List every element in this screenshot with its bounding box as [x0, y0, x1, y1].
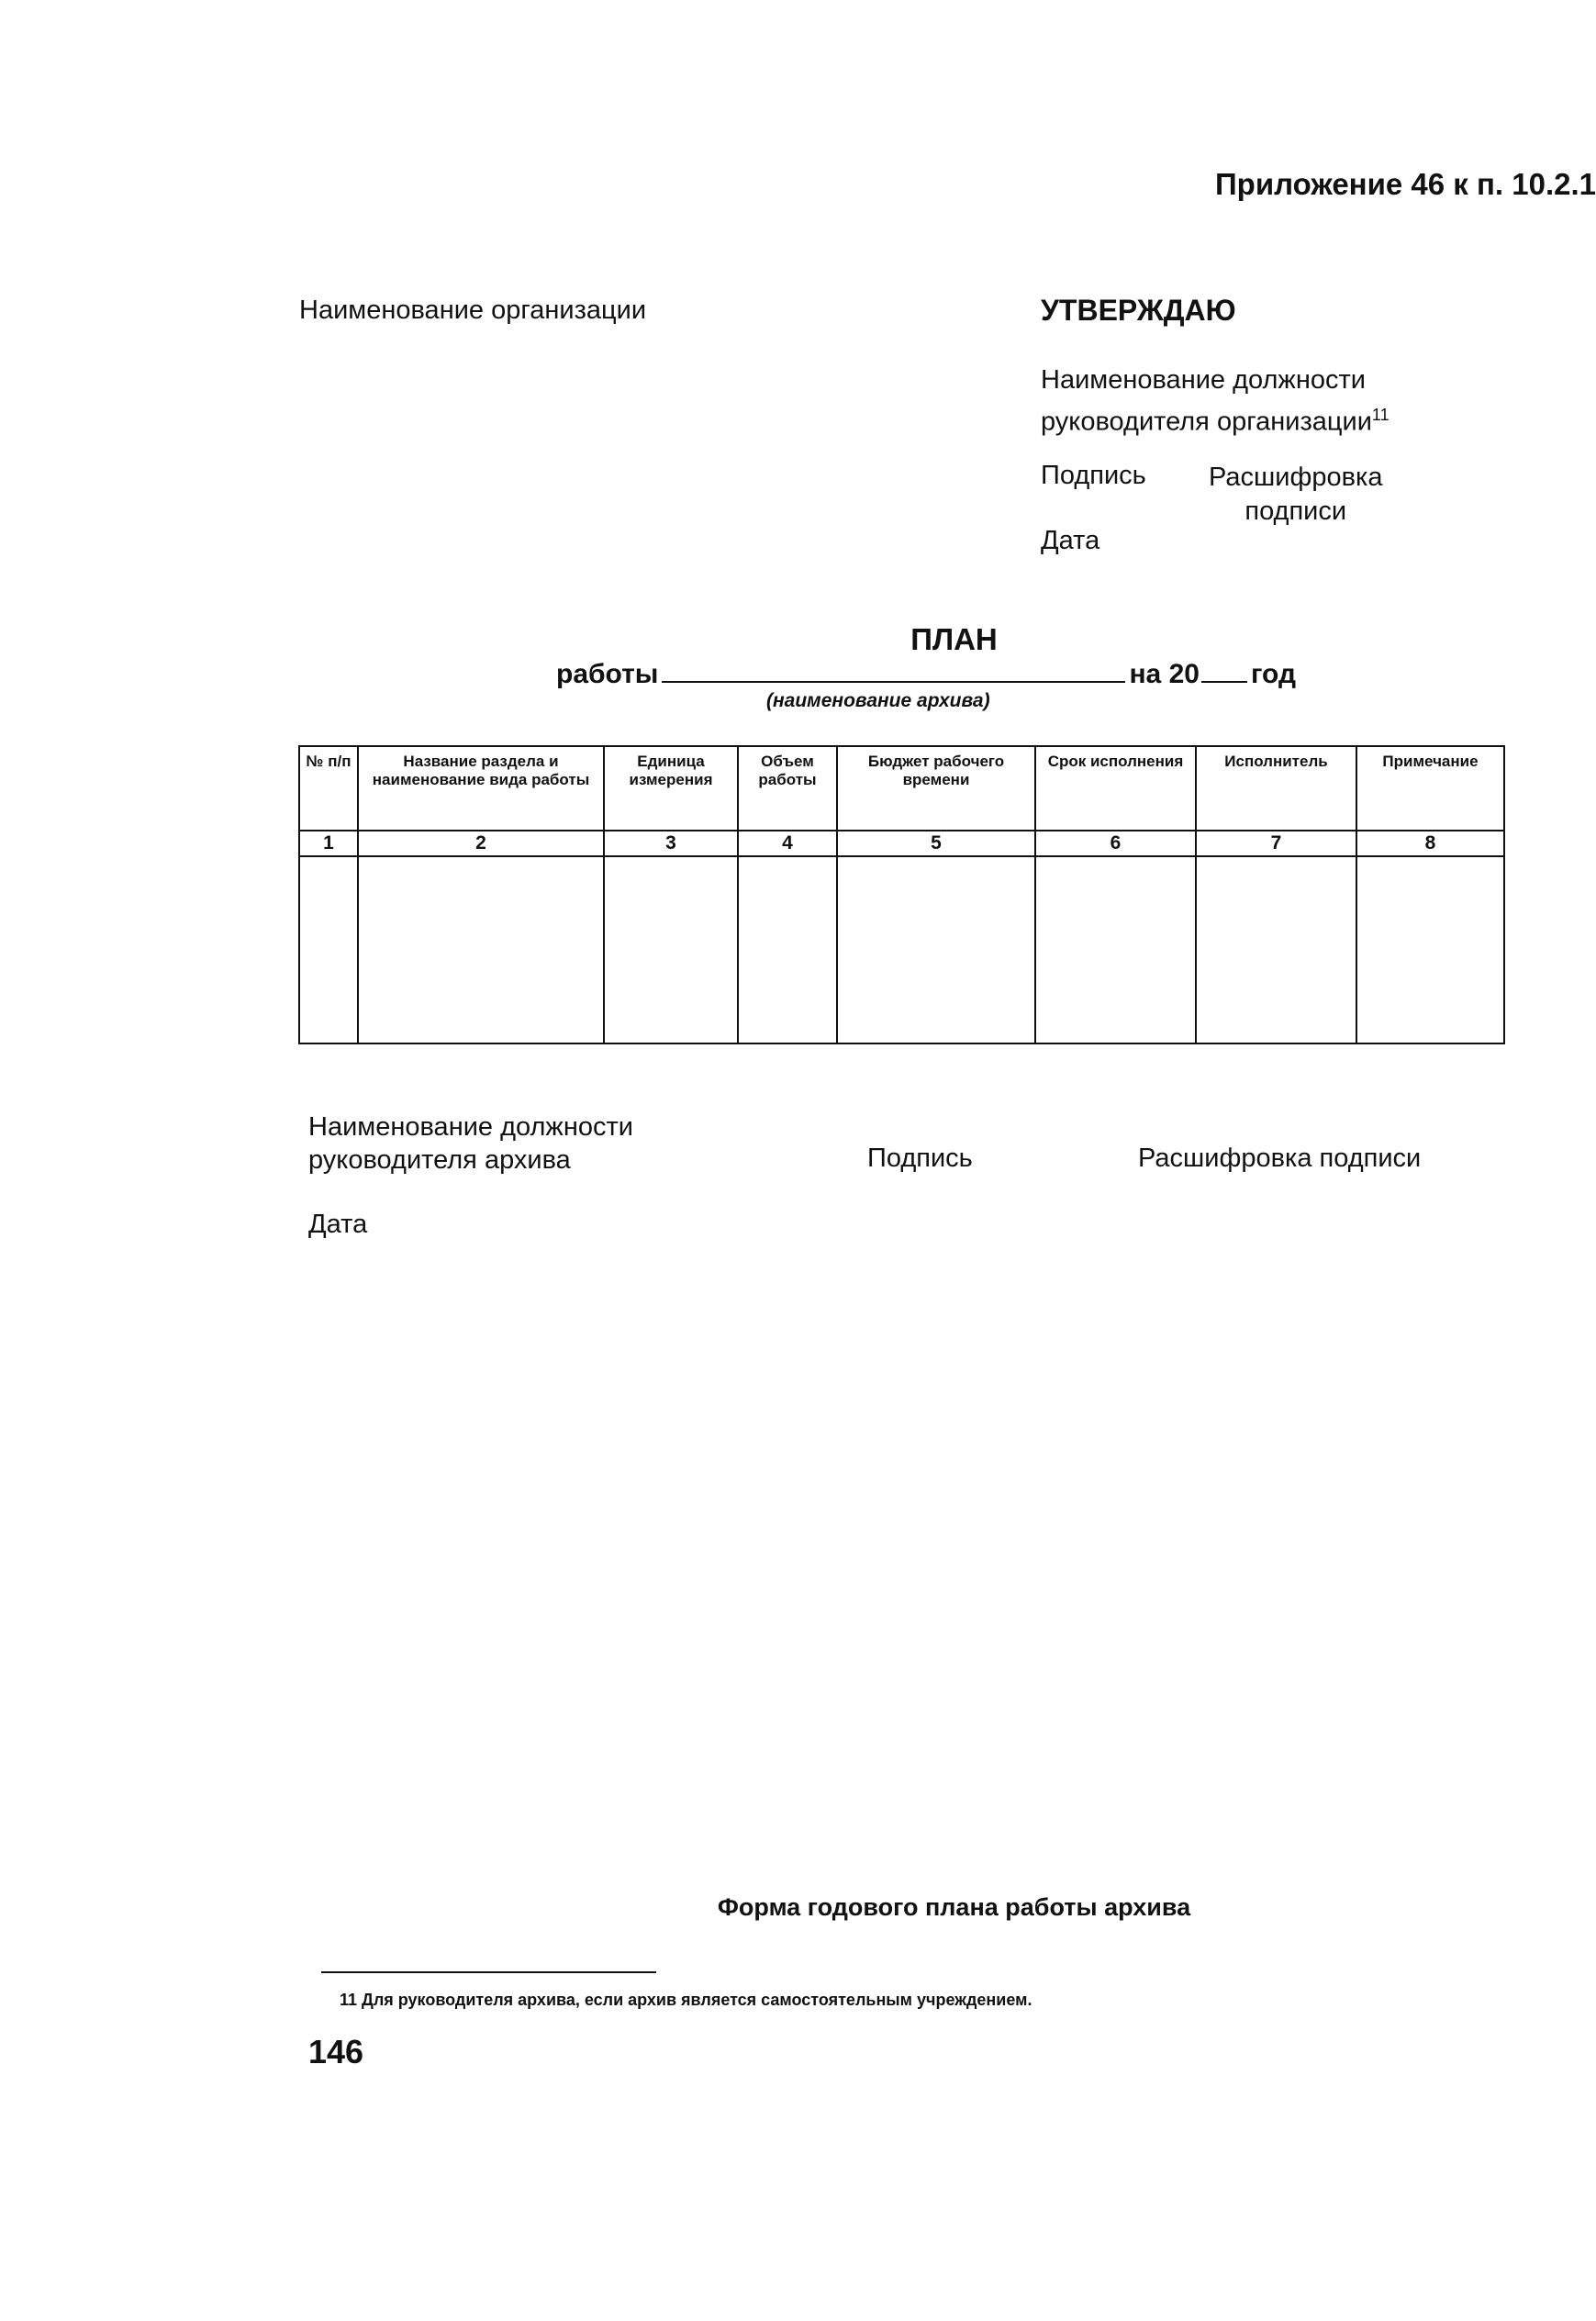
approval-title: УТВЕРЖДАЮ — [1041, 294, 1236, 327]
plan-title: ПЛАН — [910, 622, 998, 656]
approver-position-line2: руководителя организации — [1041, 407, 1372, 437]
plan-year: год — [1250, 659, 1297, 689]
table-empty-row — [299, 856, 1504, 1043]
header-cell: Название раздела и наименование вида работы — [358, 746, 604, 831]
column-number: 3 — [604, 831, 738, 856]
column-number: 6 — [1035, 831, 1196, 856]
approver-signature-label: Подпись — [1041, 461, 1146, 490]
table-header-row — [299, 746, 1504, 831]
decode-line2: подписи — [1244, 497, 1347, 526]
empty-cell — [738, 856, 837, 1043]
header-cell: Срок исполнения — [1035, 746, 1196, 831]
plan-suffix: на 20 — [1129, 659, 1200, 689]
archive-head-position — [308, 1110, 633, 1177]
empty-cell — [1035, 856, 1196, 1043]
header-cell: Бюджет рабочего времени — [837, 746, 1035, 831]
column-number: 5 — [837, 831, 1035, 856]
header-cell: Исполнитель — [1196, 746, 1356, 831]
year-blank — [1201, 655, 1247, 683]
archive-head-date-label: Дата — [308, 1210, 368, 1239]
approver-position-line1: Наименование должности — [1041, 365, 1366, 395]
archive-name-blank — [662, 655, 1125, 683]
column-number: 4 — [738, 831, 837, 856]
plan-subtitle — [556, 655, 1296, 690]
approver-position — [1041, 363, 1390, 440]
header-cell: Единица измерения — [604, 746, 738, 831]
header-cell: Примечание — [1356, 746, 1504, 831]
column-number: 7 — [1196, 831, 1356, 856]
footnote-mark: 11 — [1371, 406, 1390, 424]
column-number: 2 — [358, 831, 604, 856]
column-number: 1 — [299, 831, 358, 856]
approver-date-label: Дата — [1041, 526, 1100, 555]
archive-head-signature-decode: Расшифровка подписи — [1138, 1144, 1422, 1173]
page-number: 146 — [308, 2033, 364, 2070]
empty-cell — [604, 856, 738, 1043]
archive-name-hint: (наименование архива) — [766, 690, 990, 711]
archive-head-position-line2: руководителя архива — [308, 1145, 571, 1175]
header-cell: № п/п — [299, 746, 358, 831]
approver-signature-decode — [1209, 461, 1382, 529]
form-caption: Форма годового плана работы архива — [717, 1893, 1191, 1921]
archive-head-signature-label: Подпись — [867, 1144, 973, 1173]
empty-cell — [1196, 856, 1356, 1043]
footnote-divider — [321, 1971, 656, 1973]
organization-name: Наименование организации — [299, 296, 647, 325]
empty-cell — [837, 856, 1035, 1043]
header-cell: Объем работы — [738, 746, 837, 831]
empty-cell — [299, 856, 358, 1043]
plan-prefix: работы — [556, 659, 659, 689]
column-number: 8 — [1356, 831, 1504, 856]
decode-line1: Расшифровка — [1209, 463, 1383, 492]
plan-table — [298, 745, 1505, 1044]
footnote-text: 11 Для руководителя архива, если архив является самостоятельным учреждением. — [340, 1991, 1032, 2009]
table-number-row — [299, 831, 1504, 856]
empty-cell — [358, 856, 604, 1043]
archive-head-position-line1: Наименование должности — [308, 1112, 633, 1142]
appendix-reference: Приложение 46 к п. 10.2.1 — [1214, 167, 1596, 201]
empty-cell — [1356, 856, 1504, 1043]
